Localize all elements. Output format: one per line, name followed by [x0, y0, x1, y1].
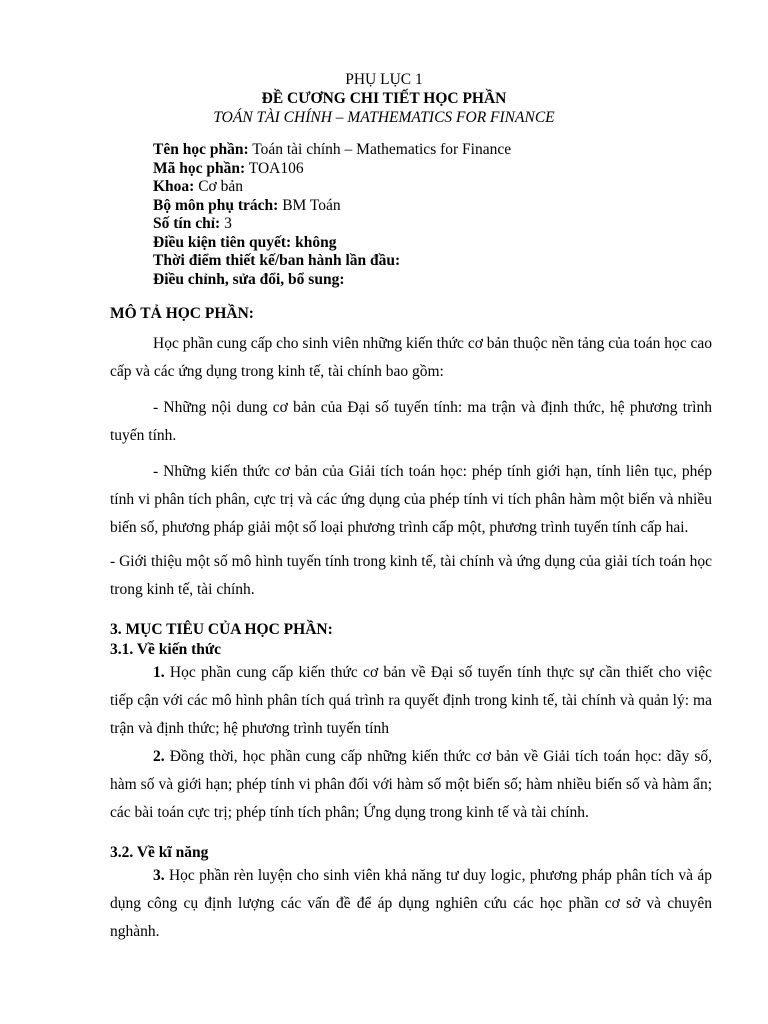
info-row-revision	[153, 271, 511, 290]
description-intro: Học phần cung cấp cho sinh viên những kiến thức cơ bản thuộc nền tảng của toán học cao cấp và các ứng dụng trong kinh tế, tài chính bao gồm:	[110, 335, 712, 380]
item-text: Đồng thời, học phần cung cấp những kiến thức cơ bản về Giải tích toán học: dãy số, hàm số và giới hạn; phép tính vi phân đối với hàm số một biến số; hàm nhiều biến số và hàm ẩn; các bài toán cực trị; phép tính tích phân; Ứng dụng trong kinh tế và tài chính.	[110, 748, 712, 821]
info-label: Điều kiện tiên quyết: không	[153, 233, 337, 251]
item-number: 1.	[153, 664, 165, 681]
info-label: Tên học phần:	[153, 141, 249, 158]
info-row-department	[153, 197, 511, 216]
document-title: ĐỀ CƯƠNG CHI TIẾT HỌC PHẦN	[261, 90, 507, 107]
info-row-name	[153, 141, 511, 160]
info-value: Toán tài chính – Mathematics for Finance	[248, 141, 512, 158]
skills-heading: 3.2. Về kĩ năng	[110, 844, 209, 861]
description-item-3: - Giới thiệu một số mô hình tuyến tính trong kinh tế, tài chính và ứng dụng của giải tích toán học trong kinh tế, tài chính.	[110, 553, 712, 598]
appendix-label: PHỤ LỤC 1	[345, 71, 423, 88]
info-label: Mã học phần:	[153, 159, 246, 177]
info-value: TOA106	[245, 159, 304, 177]
item-text: Học phần cung cấp kiến thức cơ bản về Đại số tuyến tính thực sự cần thiết cho việc tiếp cận với các mô hình phân tích quá trình ra quyết định trong kinh tế, tài chính và quản lý: ma trận và định thức; hệ phương trình tuyến tính	[110, 664, 712, 737]
knowledge-item-1	[110, 659, 712, 743]
item-number: 3.	[153, 867, 165, 884]
item-text: Học phần rèn luyện cho sinh viên khả năng tư duy logic, phương pháp phân tích và áp dụng công cụ định lượng các vấn đề để áp dụng nghiên cứu các học phần cơ sở và chuyên nghành.	[110, 867, 712, 940]
info-row-credits	[153, 215, 511, 234]
skills-item-3	[110, 862, 712, 946]
info-label: Số tín chỉ:	[153, 215, 221, 232]
info-row-design-date	[153, 252, 511, 271]
course-subtitle: TOÁN TÀI CHÍNH – MATHEMATICS FOR FINANCE	[213, 109, 555, 126]
description-item-2: - Những kiến thức cơ bản của Giải tích toán học: phép tính giới hạn, tính liên tục, phép tính vi phân tích phân, cực trị và các ứng dụng của phép tính vi tích phân hàm một biến và nhiều biến số, phương pháp giải một số loại phương trình cấp một, phương trình tuyến tính cấp hai.	[110, 463, 712, 536]
objectives-heading: 3. MỤC TIÊU CỦA HỌC PHẦN:	[110, 621, 333, 638]
knowledge-heading: 3.1. Về kiến thức	[110, 641, 222, 658]
info-label: Điều chỉnh, sửa đổi, bổ sung:	[153, 270, 345, 288]
course-info	[153, 141, 511, 289]
info-label: Thời điểm thiết kế/ban hành lần đầu:	[153, 252, 401, 269]
description-heading: MÔ TẢ HỌC PHẦN:	[110, 305, 254, 322]
info-value: BM Toán	[278, 196, 341, 214]
info-value: 3	[220, 215, 232, 232]
info-row-code	[153, 160, 511, 179]
info-label: Bộ môn phụ trách:	[153, 196, 279, 214]
description-item-1: - Những nội dung cơ bản của Đại số tuyến tính: ma trận và định thức, hệ phương trình tuyến tính.	[110, 399, 712, 444]
document-header	[0, 0, 768, 127]
info-value: Cơ bản	[194, 178, 244, 195]
document-body	[110, 304, 712, 946]
item-number: 2.	[153, 748, 165, 765]
knowledge-item-2	[110, 743, 712, 827]
info-label: Khoa:	[153, 178, 195, 195]
info-row-faculty	[153, 178, 511, 197]
info-row-prerequisite	[153, 234, 511, 253]
